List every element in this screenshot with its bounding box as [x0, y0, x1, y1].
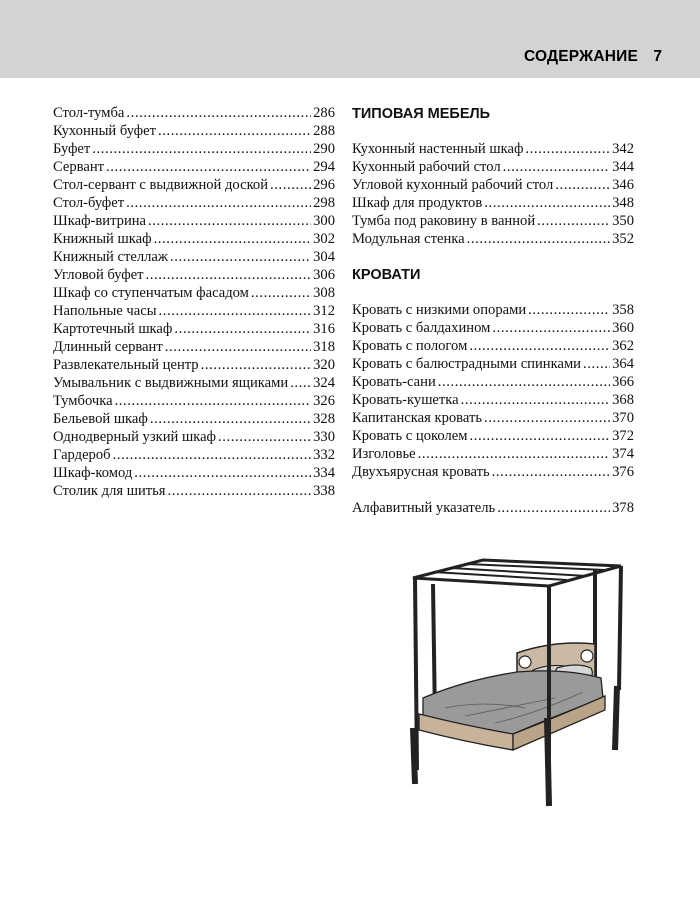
dot-leader [134, 464, 311, 482]
toc-entry-left-8[interactable] [53, 230, 335, 248]
toc-entry-page: 368 [612, 392, 634, 408]
toc-entry-title: Книжный шкаф [53, 231, 152, 247]
toc-entry-title: Шкаф для продуктов [352, 195, 483, 211]
toc-entry-index[interactable] [352, 499, 634, 517]
toc-entry-page: 294 [313, 159, 335, 175]
toc-entry-page: 366 [612, 374, 634, 390]
dot-leader [461, 391, 610, 409]
toc-entry-page: 374 [612, 446, 634, 462]
toc-entry-left-9[interactable] [53, 248, 335, 266]
dot-leader [201, 356, 312, 374]
toc-entry-beds-8[interactable] [352, 427, 634, 445]
toc-entry-left-1[interactable] [53, 104, 335, 122]
toc-entry-left-19[interactable] [53, 428, 335, 446]
toc-entry-page: 364 [612, 356, 634, 372]
dot-leader [165, 338, 311, 356]
toc-entry-title: Модульная стенка [352, 231, 465, 247]
dot-leader [218, 428, 311, 446]
toc-entry-left-3[interactable] [53, 140, 335, 158]
toc-entry-title: Двухъярусная кровать [352, 464, 490, 480]
dot-leader [537, 212, 610, 230]
toc-entry-page: 332 [313, 447, 335, 463]
toc-entry-title: Капитанская кровать [352, 410, 482, 426]
toc-entry-title: Умывальник с выдвижными ящиками [53, 375, 289, 391]
toc-entry-beds-6[interactable] [352, 391, 634, 409]
toc-entry-typical-5[interactable] [352, 212, 634, 230]
toc-entry-title: Кухонный рабочий стол [352, 159, 501, 175]
section-list-typical-furniture [352, 140, 634, 248]
toc-entry-title: Шкаф-витрина [53, 213, 147, 229]
dot-leader [528, 301, 610, 319]
toc-entry-title: Кровать-кушетка [352, 392, 459, 408]
toc-entry-typical-3[interactable] [352, 176, 634, 194]
toc-entry-title: Развлекательный центр [53, 357, 199, 373]
toc-entry-title: Кровать с балюстрадными спинками [352, 356, 581, 372]
toc-entry-page: 286 [313, 105, 335, 121]
toc-entry-page: 324 [313, 375, 335, 391]
toc-entry-title: Бельевой шкаф [53, 411, 148, 427]
toc-entry-page: 288 [313, 123, 335, 139]
toc-entry-title: Изголовье [352, 446, 416, 462]
toc-entry-page: 320 [313, 357, 335, 373]
toc-entry-title: Стол-тумба [53, 105, 125, 121]
toc-entry-page: 372 [612, 428, 634, 444]
toc-entry-page: 302 [313, 231, 335, 247]
toc-entry-left-13[interactable] [53, 320, 335, 338]
toc-right-column [352, 104, 634, 517]
toc-entry-page: 328 [313, 411, 335, 427]
dot-leader [92, 140, 311, 158]
toc-entry-title: Кровать с цоколем [352, 428, 468, 444]
toc-entry-left-12[interactable] [53, 302, 335, 320]
toc-entry-left-15[interactable] [53, 356, 335, 374]
toc-entry-title: Шкаф-комод [53, 465, 133, 481]
toc-entry-title: Книжный стеллаж [53, 249, 168, 265]
toc-entry-page: 296 [313, 177, 335, 193]
dot-leader [497, 499, 610, 517]
toc-entry-page: 300 [313, 213, 335, 229]
toc-entry-title: Картотечный шкаф [53, 321, 173, 337]
toc-entry-page: 352 [612, 231, 634, 247]
header-title: СОДЕРЖАНИЕ [523, 48, 638, 65]
toc-entry-left-14[interactable] [53, 338, 335, 356]
toc-entry-left-17[interactable] [53, 392, 335, 410]
toc-entry-title: Тумбочка [53, 393, 113, 409]
toc-entry-title: Напольные часы [53, 303, 157, 319]
dot-leader [470, 427, 611, 445]
toc-entry-left-18[interactable] [53, 410, 335, 428]
toc-entry-page: 318 [313, 339, 335, 355]
toc-entry-title: Шкаф со ступенчатым фасадом [53, 285, 249, 301]
toc-entry-beds-7[interactable] [352, 409, 634, 427]
toc-entry-title: Столик для шитья [53, 483, 166, 499]
toc-entry-page: 346 [612, 177, 634, 193]
toc-entry-left-4[interactable] [53, 158, 335, 176]
toc-entry-title: Кровать-сани [352, 374, 436, 390]
toc-entry-typical-1[interactable] [352, 140, 634, 158]
toc-left-column [53, 104, 335, 500]
toc-entry-page: 358 [612, 302, 634, 318]
toc-entry-beds-1[interactable] [352, 301, 634, 319]
toc-entry-page: 360 [612, 320, 634, 336]
toc-entry-page: 376 [612, 464, 634, 480]
toc-entry-page: 378 [612, 500, 634, 516]
toc-entry-left-11[interactable] [53, 284, 335, 302]
dot-leader [555, 176, 610, 194]
dot-leader [492, 463, 610, 481]
toc-entry-left-6[interactable] [53, 194, 335, 212]
dot-leader [146, 266, 312, 284]
toc-entry-beds-2[interactable] [352, 319, 634, 337]
toc-entry-title: Кровать с пологом [352, 338, 468, 354]
toc-entry-page: 298 [313, 195, 335, 211]
toc-entry-left-7[interactable] [53, 212, 335, 230]
running-header [0, 0, 700, 78]
dot-leader [270, 176, 311, 194]
toc-entry-page: 330 [313, 429, 335, 445]
section-heading-typical-furniture: ТИПОВАЯ МЕБЕЛЬ [352, 106, 491, 122]
dot-leader [113, 446, 312, 464]
toc-entry-beds-5[interactable] [352, 373, 634, 391]
toc-entry-left-20[interactable] [53, 446, 335, 464]
dot-leader [438, 373, 610, 391]
toc-entry-beds-3[interactable] [352, 337, 634, 355]
toc-entry-title: Стол-буфет [53, 195, 125, 211]
toc-entry-page: 370 [612, 410, 634, 426]
dot-leader [170, 248, 311, 266]
toc-entry-left-2[interactable] [53, 122, 335, 140]
toc-entry-page: 348 [612, 195, 634, 211]
toc-entry-left-5[interactable] [53, 176, 335, 194]
dot-leader [484, 409, 610, 427]
toc-entry-typical-2[interactable] [352, 158, 634, 176]
toc-entry-typical-6[interactable] [352, 230, 634, 248]
toc-entry-title: Угловой буфет [53, 267, 144, 283]
section-list-beds [352, 301, 634, 481]
dot-leader [251, 284, 311, 302]
dot-leader [150, 410, 311, 428]
dot-leader [525, 140, 610, 158]
toc-entry-beds-10[interactable] [352, 463, 634, 481]
canopy-bed-icon [405, 558, 630, 808]
toc-entry-title: Алфавитный указатель [352, 500, 496, 516]
toc-entry-page: 312 [313, 303, 335, 319]
toc-entry-title: Кровать с низкими опорами [352, 302, 527, 318]
toc-entry-title: Угловой кухонный рабочий стол [352, 177, 554, 193]
toc-entry-title: Сервант [53, 159, 105, 175]
dot-leader [484, 194, 610, 212]
dot-leader [174, 320, 311, 338]
toc-entry-title: Гардероб [53, 447, 111, 463]
dot-leader [492, 319, 610, 337]
dot-leader [503, 158, 610, 176]
toc-entry-beds-9[interactable] [352, 445, 634, 463]
dot-leader [418, 445, 610, 463]
toc-entry-page: 334 [313, 465, 335, 481]
dot-leader [154, 230, 312, 248]
toc-entry-title: Кухонный буфет [53, 123, 156, 139]
dot-leader [168, 482, 312, 500]
toc-entry-page: 290 [313, 141, 335, 157]
canopy-bed-illustration [405, 558, 630, 808]
toc-entry-page: 304 [313, 249, 335, 265]
toc-entry-left-16[interactable] [53, 374, 335, 392]
toc-entry-page: 308 [313, 285, 335, 301]
toc-entry-title: Тумба под раковину в ванной [352, 213, 536, 229]
toc-entry-beds-4[interactable] [352, 355, 634, 373]
toc-entry-page: 362 [612, 338, 634, 354]
dot-leader [467, 230, 610, 248]
toc-entry-title: Стол-сервант с выдвижной доской [53, 177, 269, 193]
dot-leader [115, 392, 312, 410]
dot-leader [290, 374, 311, 392]
section-heading-beds: КРОВАТИ [352, 267, 421, 283]
dot-leader [126, 194, 311, 212]
dot-leader [106, 158, 311, 176]
toc-entry-left-21[interactable] [53, 464, 335, 482]
toc-entry-page: 316 [313, 321, 335, 337]
toc-entry-page: 344 [612, 159, 634, 175]
dot-leader [126, 104, 311, 122]
toc-entry-page: 342 [612, 141, 634, 157]
toc-entry-title: Однодверный узкий шкаф [53, 429, 216, 445]
toc-entry-page: 326 [313, 393, 335, 409]
toc-entry-left-22[interactable] [53, 482, 335, 500]
toc-entry-left-10[interactable] [53, 266, 335, 284]
header-page-number: 7 [653, 48, 662, 65]
toc-entry-page: 350 [612, 213, 634, 229]
toc-entry-title: Кухонный настенный шкаф [352, 141, 524, 157]
toc-entry-title: Длинный сервант [53, 339, 163, 355]
dot-leader [159, 302, 312, 320]
dot-leader [158, 122, 311, 140]
toc-entry-title: Буфет [53, 141, 91, 157]
dot-leader [148, 212, 311, 230]
dot-leader [469, 337, 610, 355]
toc-entry-page: 338 [313, 483, 335, 499]
toc-entry-page: 306 [313, 267, 335, 283]
toc-entry-typical-4[interactable] [352, 194, 634, 212]
dot-leader [583, 355, 610, 373]
toc-entry-title: Кровать с балдахином [352, 320, 491, 336]
